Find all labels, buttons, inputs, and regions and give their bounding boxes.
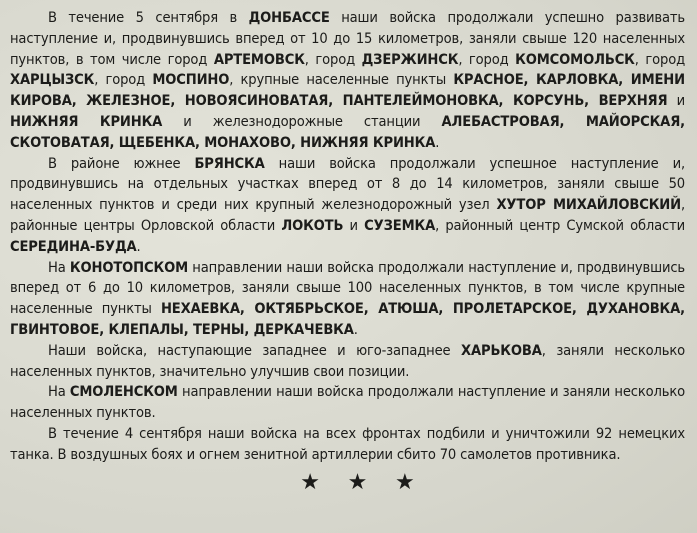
text-run: и xyxy=(667,92,685,110)
article-paragraph xyxy=(10,424,685,466)
place-name-bold: ХАРЦЫЗСК xyxy=(10,71,95,89)
text-run: , город xyxy=(94,71,153,89)
text-run: , заняли несколько населенных пунктов, значительно улучшив свои позиции. xyxy=(10,341,685,380)
text-run: Наши войска, наступающие западнее и юго-западнее xyxy=(48,341,461,359)
place-name-bold: ЛОКОТЬ xyxy=(281,216,344,234)
place-name-bold: ДЗЕРЖИНСК xyxy=(361,50,459,68)
article-paragraph xyxy=(10,154,685,258)
text-run: На xyxy=(48,383,70,401)
place-name-bold: СЕРЕДИНА-БУДА xyxy=(10,237,137,255)
place-name-bold: НИЖНЯЯ КРИНКА xyxy=(10,112,163,130)
article-paragraph xyxy=(10,8,685,154)
article-paragraph xyxy=(10,341,685,383)
text-run: В районе южнее xyxy=(48,154,195,172)
article-paragraph xyxy=(10,258,685,341)
text-run: , районный центр Сумской области xyxy=(435,216,685,234)
text-run: , город xyxy=(304,50,362,68)
place-name-bold: СУЗЕМКА xyxy=(364,216,436,234)
section-separator-stars: ★ ★ ★ xyxy=(300,469,425,495)
text-run: и xyxy=(343,216,365,234)
news-report-text xyxy=(10,8,685,466)
text-run: направлении наши войска продолжали наступление и, продвинувшись вперед от 6 до 10 километров, заняли свыше 100 населенных пунктов, в том числе крупные населенные пункты xyxy=(10,258,685,318)
place-name-bold: ХАРЬКОВА xyxy=(461,341,542,359)
text-run: . xyxy=(136,237,141,255)
text-run: направлении наши войска продолжали наступление и заняли несколько населенных пунктов. xyxy=(10,383,686,422)
text-run: В течение 5 сентября в xyxy=(48,9,249,26)
place-name-bold: КОНОТОПСКОМ xyxy=(69,258,189,276)
place-name-bold: СМОЛЕНСКОМ xyxy=(69,383,178,401)
text-run: , крупные населенные пункты xyxy=(229,71,454,89)
text-run: наши войска продолжали успешно развивать наступление и, продвинувшись вперед от 10 до 15 километров, заняли свыше 120 населенных пунктов, в том числе город xyxy=(10,9,685,68)
place-name-bold: ХУТОР МИХАЙЛОВСКИЙ xyxy=(496,196,681,214)
place-name-bold: ДОНБАССЕ xyxy=(248,9,330,26)
place-name-bold: НЕХАЕВКА, ОКТЯБРЬСКОЕ, АТЮША, ПРОЛЕТАРСКОЕ, ДУХАНОВКА, ГВИНТОВОЕ, КЛЕПАЛЫ, ТЕРНЫ, ДЕРКАЧЕВКА xyxy=(10,300,685,338)
place-name-bold: АРТЕМОВСК xyxy=(213,50,305,68)
place-name-bold: БРЯНСКА xyxy=(194,154,265,172)
article-paragraph xyxy=(10,382,685,424)
text-run: В течение 4 сентября наши войска на всех фронтах подбили и уничтожили 92 немецких танка. В воздушных боях и огнем зенитной артиллерии сбито 70 самолетов противника. xyxy=(10,424,685,463)
text-run: . xyxy=(435,133,440,151)
text-run: , районные центры Орловской области xyxy=(10,196,685,234)
text-run: наши войска продолжали успешное наступление и, продвинувшись на отдельных участках вперед от 8 до 14 километров, заняли свыше 50 населенных пунктов и среди них крупный железнодорожный узел xyxy=(10,154,685,214)
text-run: и железнодорожные станции xyxy=(162,112,442,130)
text-run: , город xyxy=(634,50,686,68)
place-name-bold: КРАСНОЕ, КАРЛОВКА, ИМЕНИ КИРОВА, ЖЕЛЕЗНОЕ, НОВОЯСИНОВАТАЯ, ПАНТЕЛЕЙМОНОВКА, КОРСУНЬ, ВЕРХНЯЯ xyxy=(10,71,685,110)
text-run: На xyxy=(48,258,70,276)
place-name-bold: АЛЕБАСТРОВАЯ, МАЙОРСКАЯ, СКОТОВАТАЯ, ЩЕБЕНКА, МОНАХОВО, НИЖНЯЯ КРИНКА xyxy=(10,112,685,151)
place-name-bold: МОСПИНО xyxy=(152,71,230,89)
text-run: , город xyxy=(458,50,516,68)
text-run: . xyxy=(353,320,358,338)
place-name-bold: КОМСОМОЛЬСК xyxy=(515,50,635,68)
